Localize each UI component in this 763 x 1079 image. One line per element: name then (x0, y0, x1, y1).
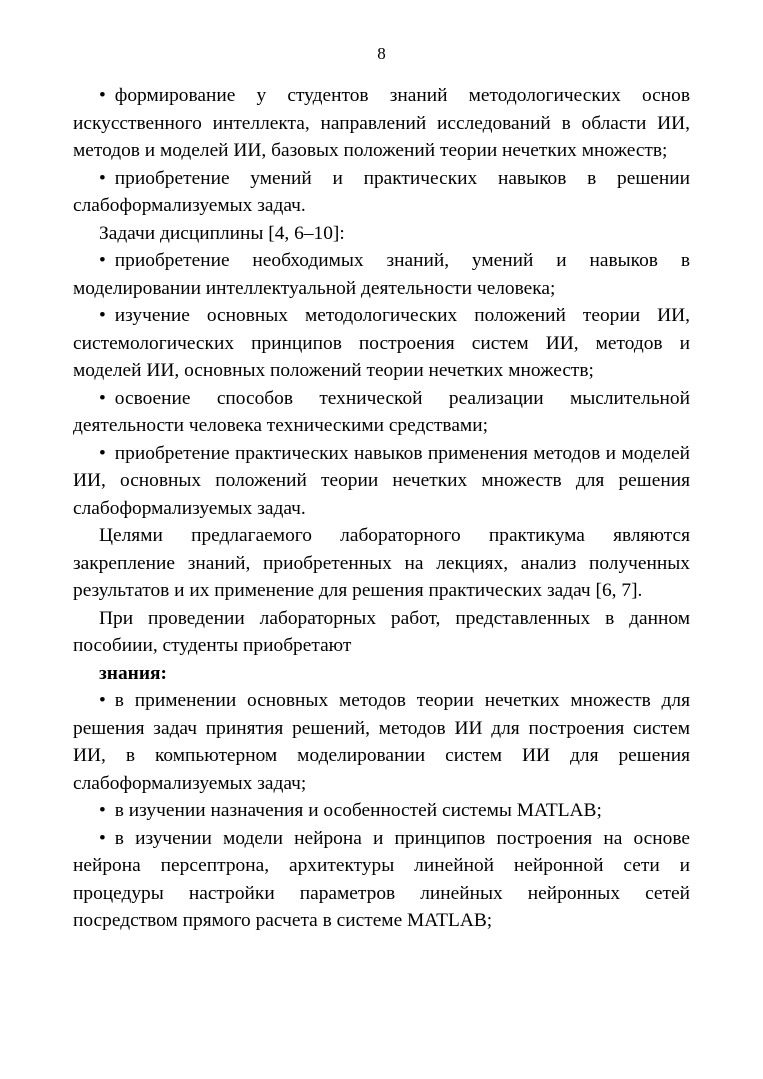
bullet-icon: • (99, 167, 106, 189)
bullet-icon: • (99, 690, 106, 711)
paragraph-text: освоение способов технической реализации мыслительной деятельности человека техническими средствами; (73, 387, 690, 436)
paragraph-text: в применении основных методов теории нечетких множеств для решения задач принятия решений, методов ИИ для построения систем ИИ, в компьютерном моделировании систем ИИ для решения слабоформализуемых задач; (73, 690, 690, 794)
paragraph (73, 522, 690, 605)
bullet-item (73, 797, 690, 825)
paragraph-text: в изучении назначения и особенностей системы MATLAB; (114, 800, 602, 821)
page-number: 8 (377, 44, 386, 63)
paragraph-text: в изучении модели нейрона и принципов построения на основе нейрона персептрона, архитектуры линейной нейронной сети и процедуры настройки параметров линейных нейронных сетей посредством прямого расчета в системе MATLAB; (73, 827, 690, 931)
bullet-item (73, 440, 690, 523)
paragraph-text: Целями предлагаемого лабораторного практикума являются закрепление знаний, приобретенных на лекциях, анализ полученных результатов и их применение для решения практических задач [6, 7]. (73, 525, 690, 601)
bullet-item (73, 302, 690, 385)
bullet-icon: • (99, 387, 106, 409)
paragraph-text: Задачи дисциплины [4, 6–10]: (99, 222, 345, 244)
bullet-icon: • (99, 305, 106, 326)
section-heading (73, 660, 690, 688)
paragraph-text: При проведении лабораторных работ, представленных в данном пособиии, студенты приобретают (73, 607, 690, 656)
paragraph (73, 605, 690, 660)
bullet-item (73, 247, 690, 302)
paragraph-text: приобретение умений и практических навыков в решении слабоформализуемых задач. (73, 167, 690, 216)
paragraph-text: приобретение необходимых знаний, умений и навыков в моделировании интеллектуальной деятельности человека; (73, 250, 690, 299)
bullet-item (73, 385, 690, 440)
paragraph-text: изучение основных методологических положений теории ИИ, системологических принципов построения систем ИИ, методов и моделей ИИ, основных положений теории нечетких множеств; (73, 305, 690, 381)
bullet-item (73, 687, 690, 797)
bullet-icon: • (99, 827, 106, 849)
heading-text: знания: (99, 662, 167, 684)
bullet-icon: • (99, 250, 106, 271)
paragraph (73, 220, 690, 248)
bullet-icon: • (99, 85, 106, 106)
bullet-icon: • (99, 800, 106, 821)
body-text (73, 82, 690, 935)
bullet-item (73, 82, 690, 165)
paragraph-text: формирование у студентов знаний методологических основ искусственного интеллекта, направлений исследований в области ИИ, методов и моделей ИИ, базовых положений теории нечетких множеств; (73, 85, 690, 161)
bullet-item (73, 825, 690, 935)
bullet-item (73, 165, 690, 220)
paragraph-text: приобретение практических навыков применения методов и моделей ИИ, основных положений теории нечетких множеств для решения слабоформализуемых задач. (73, 442, 690, 519)
bullet-icon: • (99, 442, 106, 464)
